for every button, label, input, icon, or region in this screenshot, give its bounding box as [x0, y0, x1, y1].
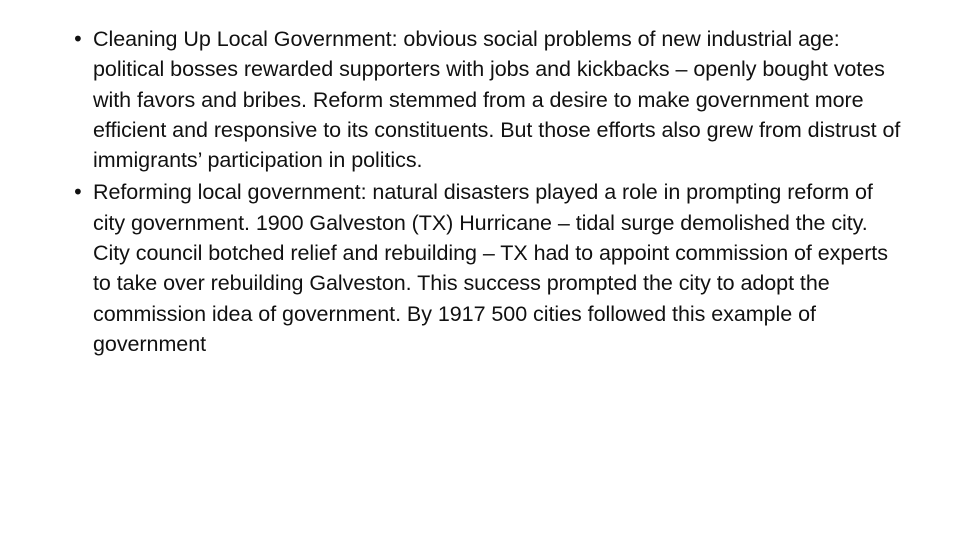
bullet-list — [72, 24, 902, 359]
bullet-item-reforming-local-government — [72, 177, 902, 359]
bullet-text: Cleaning Up Local Government: obvious social problems of new industrial age: political bosses rewarded supporters with jobs and kickbacks – openly bought votes with favors and bribes. Reform stemmed from a desire to make government more efficient and responsive to its constituents. But those efforts also grew from distrust of immigrants’ participation in politics. — [93, 27, 901, 173]
bullet-icon: • — [72, 27, 84, 51]
bullet-text: Reforming local government: natural disasters played a role in prompting reform of city government. 1900 Galveston (TX) Hurricane – tidal surge demolished the city. City council botched relief and rebuilding – TX had to appoint commission of experts to take over rebuilding Galveston. This success prompted the city to adopt the commission idea of government. By 1917 500 cities followed this example of government — [93, 180, 888, 356]
bullet-item-cleaning-up-local-government — [72, 24, 902, 175]
slide-body — [72, 24, 902, 361]
bullet-icon: • — [72, 180, 84, 205]
